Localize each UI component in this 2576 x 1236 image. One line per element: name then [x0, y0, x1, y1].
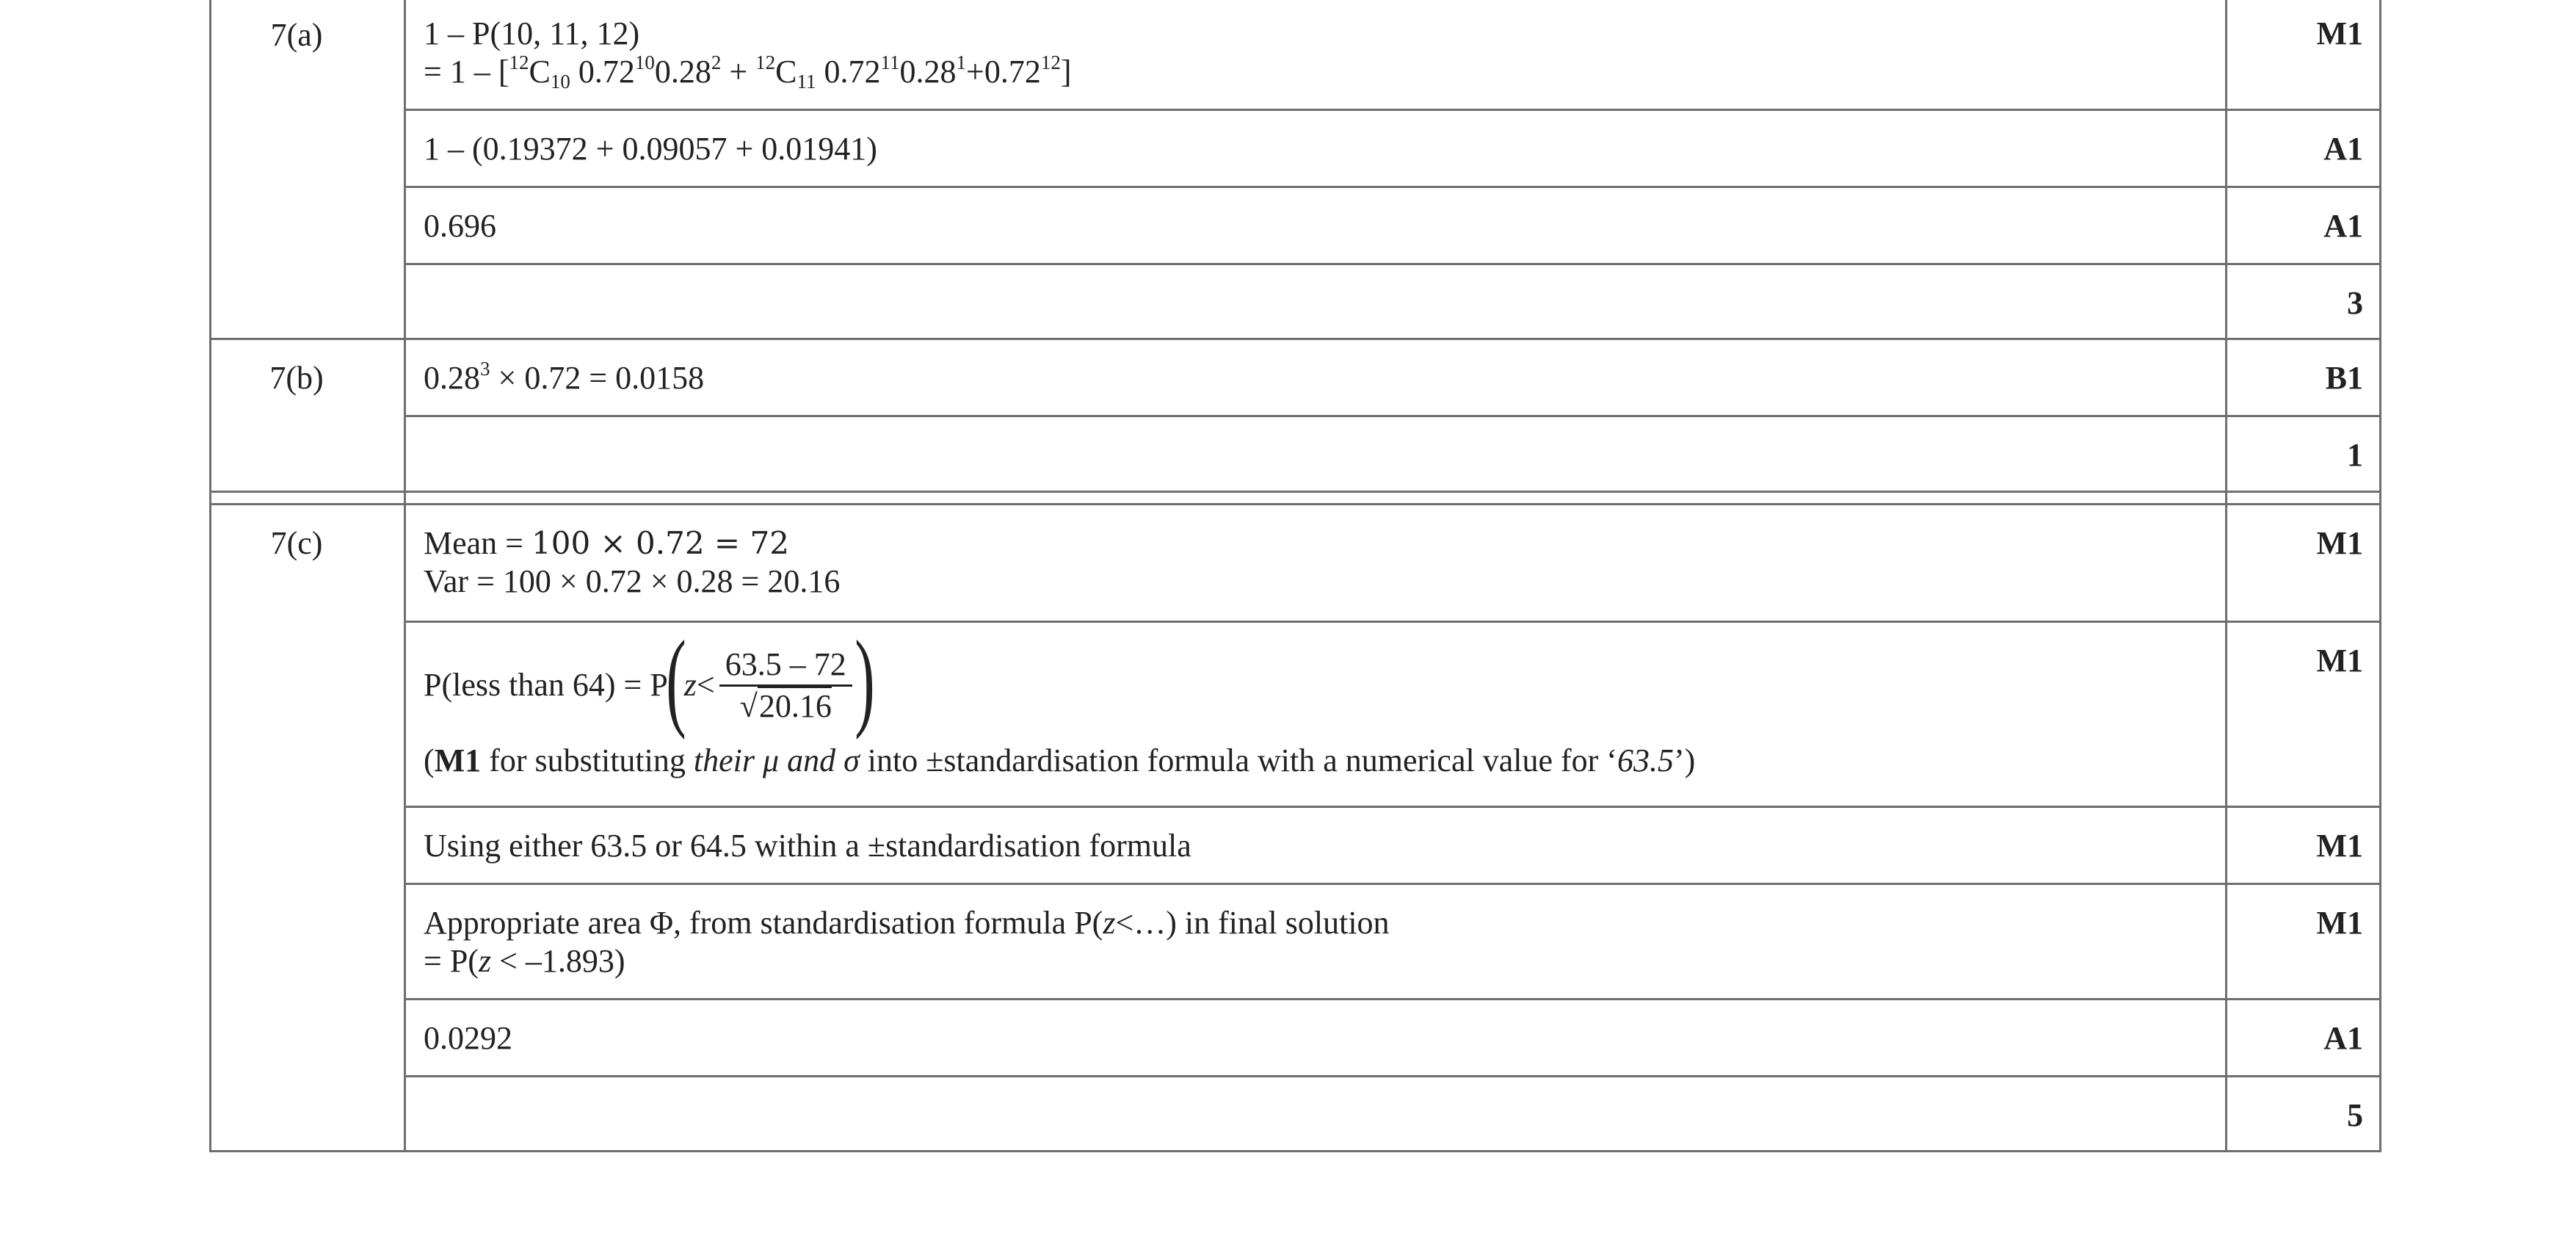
table-row — [211, 416, 2381, 492]
answer-cell: Using either 63.5 or 64.5 within a ±standardisation formula — [405, 807, 2227, 884]
question-label-7c: 7(c) — [211, 505, 405, 1152]
answer-cell: 0.0292 — [405, 1000, 2227, 1077]
answer-cell — [405, 618, 2227, 807]
answer-cell: 0.696 — [405, 187, 2227, 264]
answer-cell — [405, 0, 2227, 110]
total-cell: 3 — [2227, 264, 2381, 339]
question-label-7b: 7(b) — [211, 339, 405, 492]
answer-line: 1 – P(10, 11, 12) — [424, 15, 640, 51]
answer-line: = $1 - [^{12}C_{10}$ $0.72^{10}0.28^2 + ^{12}C_{11}$ $0.72^{11}0.28^1+0.72^{12}$] — [424, 51, 1072, 93]
answer-cell: 1 – (0.19372 + 0.09057 + 0.01941) — [405, 110, 2227, 187]
mark-cell: M1 — [2227, 505, 2381, 622]
answer-line: Mean = 100 × 0.72 = 72 — [424, 525, 789, 561]
table-row — [211, 110, 2381, 187]
mark-cell: A1 — [2227, 187, 2381, 264]
table-row — [211, 1077, 2381, 1152]
mark-cell: M1 — [2227, 884, 2381, 1000]
mark-cell: B1 — [2227, 339, 2381, 416]
answer-cell-empty — [405, 1077, 2227, 1152]
mark-cell: A1 — [2227, 110, 2381, 187]
table-row — [211, 807, 2381, 884]
total-cell: 1 — [2227, 416, 2381, 492]
fraction — [719, 648, 852, 723]
table-row — [211, 505, 2381, 622]
answer-line: = P(z < –1.893) — [424, 943, 625, 979]
answer-line: Appropriate area Φ, from standardisation formula P(z<…) in final solution — [424, 905, 1390, 941]
right-paren: ) — [854, 618, 875, 740]
answer-cell-empty — [405, 264, 2227, 339]
marking-note: (M1 for substituting their μ and σ into ±standardisation formula with a numerical value for ‘63.5’) — [424, 742, 1696, 778]
table-row — [211, 884, 2381, 1000]
answer-cell — [405, 505, 2227, 622]
mark-cell: M1 — [2227, 622, 2381, 807]
left-paren: ( — [666, 618, 686, 740]
table-row — [211, 339, 2381, 416]
table-row — [211, 187, 2381, 264]
mark-cell: A1 — [2227, 1000, 2381, 1077]
table-row — [211, 1000, 2381, 1077]
answer-line: Var = 100 × 0.72 × 0.28 = 20.16 — [424, 563, 841, 599]
fraction-denominator: √20.16 — [740, 687, 832, 723]
answer-cell: $0.28^3 \times 0.72 = 0.0158$ — [405, 339, 2227, 416]
mark-scheme-table-wrapper — [209, 0, 2379, 1236]
question-label-7a: 7(a) — [211, 0, 405, 339]
table-row — [211, 0, 2381, 110]
table-row — [211, 622, 2381, 807]
fraction-numerator: 63.5 – 72 — [719, 648, 852, 687]
mark-scheme-table — [209, 0, 2381, 1152]
mark-cell: M1 — [2227, 807, 2381, 884]
total-cell: 5 — [2227, 1077, 2381, 1152]
answer-cell-empty — [405, 416, 2227, 492]
section-separator — [211, 492, 2381, 505]
answer-cell — [405, 884, 2227, 1000]
probability-formula: P(less than 64) = P ( z < $\frac{63.5 - 72}{√20.16}$ ) — [424, 618, 875, 740]
mark-cell: M1 — [2227, 0, 2381, 110]
table-row — [211, 264, 2381, 339]
